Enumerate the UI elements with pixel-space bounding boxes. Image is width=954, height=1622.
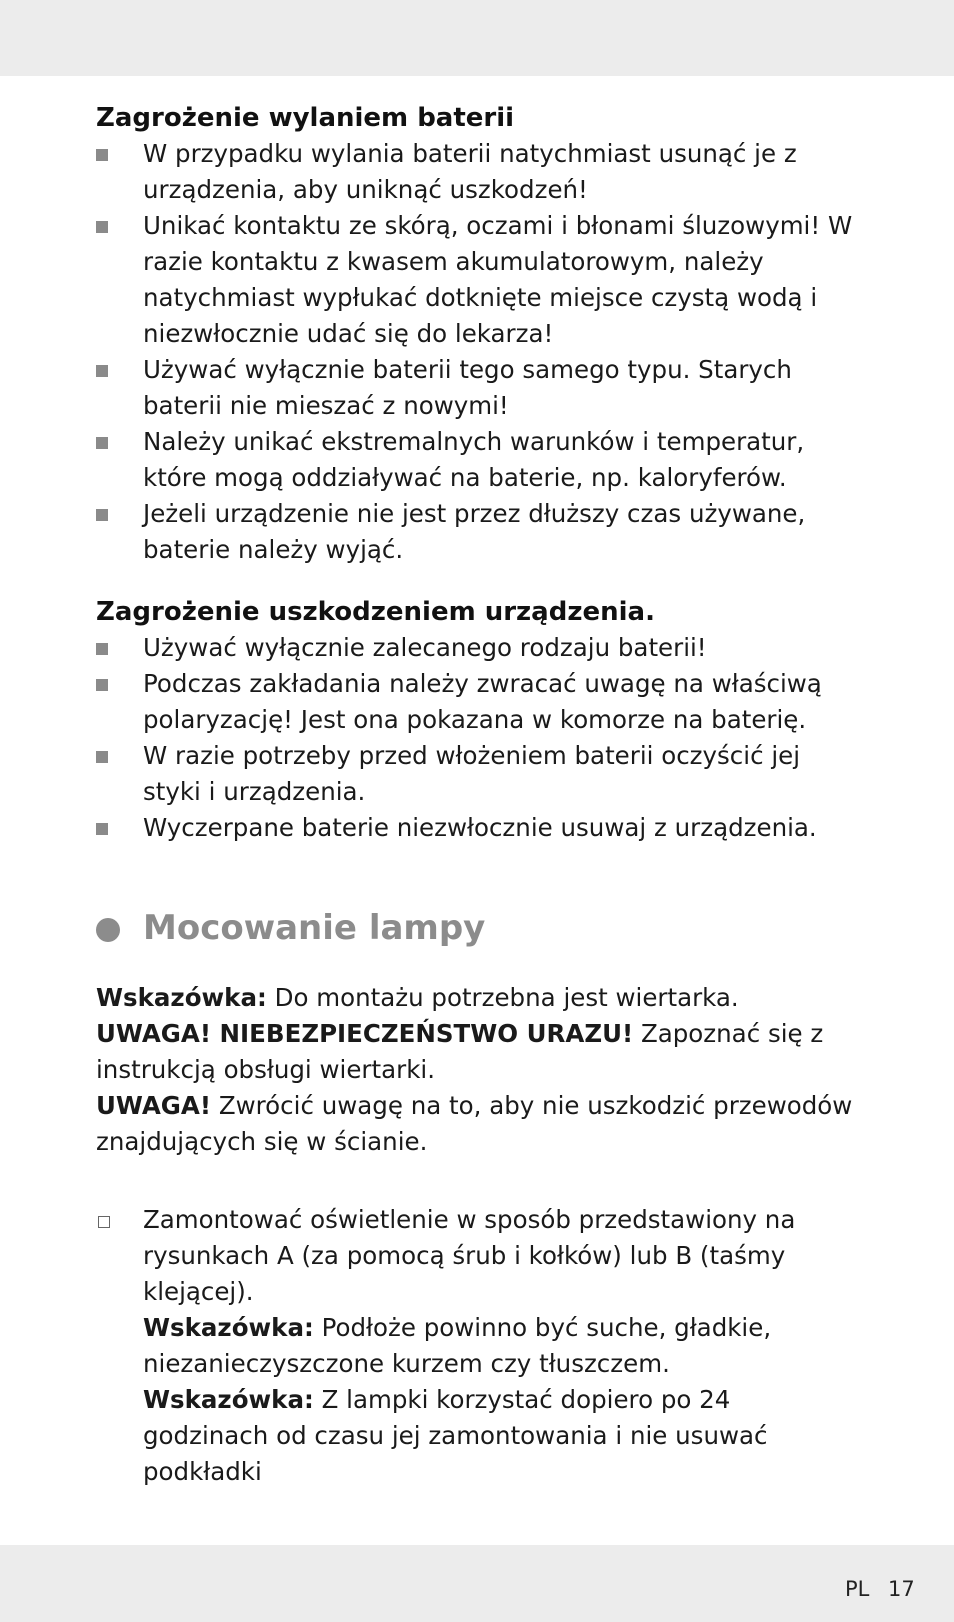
list-item (96, 630, 856, 666)
step-hint-surface (143, 1310, 856, 1382)
header-band (0, 0, 954, 76)
step-hint-label: Wskazówka: (143, 1385, 314, 1414)
chapter-heading (96, 906, 856, 950)
list-item-text: Należy unikać ekstremalnych warunków i temperatur, które mogą oddziaływać na baterie, np. kaloryferów. (143, 427, 805, 492)
list-item-text: Używać wyłącznie zalecanego rodzaju baterii! (143, 633, 707, 662)
list-item-text: Podczas zakładania należy zwracać uwagę na właściwą polaryzację! Jest ona pokazana w komorze na baterię. (143, 669, 822, 734)
step-hint-text: Podłoże powinno być suche, gładkie, niezanieczyszczone kurzem czy tłuszczem. (143, 1313, 772, 1378)
warning-cables-text: Zwrócić uwagę na to, aby nie uszkodzić przewodów znajdujących się w ścianie. (96, 1091, 853, 1156)
list-item-text: Używać wyłącznie baterii tego samego typu. Starych baterii nie mieszać z nowymi! (143, 355, 792, 420)
step-item (96, 1202, 856, 1490)
list-item (96, 208, 856, 352)
page-content (96, 100, 856, 1490)
hint-paragraph (96, 980, 856, 1016)
step-text: Zamontować oświetlenie w sposób przedstawiony na rysunkach A (za pomocą śrub i kołków) lub B (taśmy klejącej). (143, 1205, 796, 1306)
footer-band (0, 1545, 954, 1622)
warning-injury-text: Zapoznać się z instrukcją obsługi wiertarki. (96, 1019, 824, 1084)
hint-label: Wskazówka: (96, 983, 267, 1012)
square-bullet-icon (96, 679, 108, 691)
list-item (96, 738, 856, 810)
section-heading-device-damage: Zagrożenie uszkodzeniem urządzenia. (96, 597, 655, 627)
square-bullet-icon (96, 365, 108, 377)
footer-language: PL (845, 1577, 870, 1601)
list-item-text: Wyczerpane baterie niezwłocznie usuwaj z urządzenia. (143, 813, 817, 842)
square-bullet-icon (96, 437, 108, 449)
list-item (96, 666, 856, 738)
battery-leak-list (96, 136, 856, 568)
step-hint-label: Wskazówka: (143, 1313, 314, 1342)
list-item-text: Unikać kontaktu ze skórą, oczami i błonami śluzowymi! W razie kontaktu z kwasem akumulatorowym, należy natychmiast wypłukać dotknięte miejsce czystą wodą i niezwłocznie udać się do lekarza! (143, 211, 853, 348)
list-item-text: W przypadku wylania baterii natychmiast usunąć je z urządzenia, aby uniknąć uszkodzeń! (143, 139, 797, 204)
warning-injury-label: UWAGA! NIEBEZPIECZEŃSTWO URAZU! (96, 1019, 634, 1048)
square-bullet-icon (96, 149, 108, 161)
list-item (96, 424, 856, 496)
list-item-text: Jeżeli urządzenie nie jest przez dłuższy czas używane, baterie należy wyjąć. (143, 499, 806, 564)
list-item (96, 352, 856, 424)
square-bullet-icon (96, 751, 108, 763)
device-damage-list (96, 630, 856, 846)
hint-text: Do montażu potrzebna jest wiertarka. (266, 983, 739, 1012)
warning-injury-paragraph (96, 1016, 856, 1088)
checkbox-bullet-icon (98, 1216, 110, 1228)
step-hint-text: Z lampki korzystać dopiero po 24 godzinach od czasu jej zamontowania i nie usuwać podkładki (143, 1385, 768, 1486)
warning-cables-paragraph (96, 1088, 856, 1160)
step-hint-wait (143, 1382, 856, 1490)
square-bullet-icon (96, 643, 108, 655)
list-item-text: W razie potrzeby przed włożeniem baterii oczyścić jej styki i urządzenia. (143, 741, 801, 806)
square-bullet-icon (96, 823, 108, 835)
circle-bullet-icon (96, 918, 120, 942)
chapter-title: Mocowanie lampy (143, 908, 486, 948)
square-bullet-icon (96, 221, 108, 233)
list-item (96, 810, 856, 846)
list-item (96, 496, 856, 568)
warning-cables-label: UWAGA! (96, 1091, 212, 1120)
mounting-steps-list (96, 1202, 856, 1490)
square-bullet-icon (96, 509, 108, 521)
page-number: 17 (888, 1577, 915, 1601)
list-item (96, 136, 856, 208)
section-heading-battery-leak: Zagrożenie wylaniem baterii (96, 103, 515, 133)
